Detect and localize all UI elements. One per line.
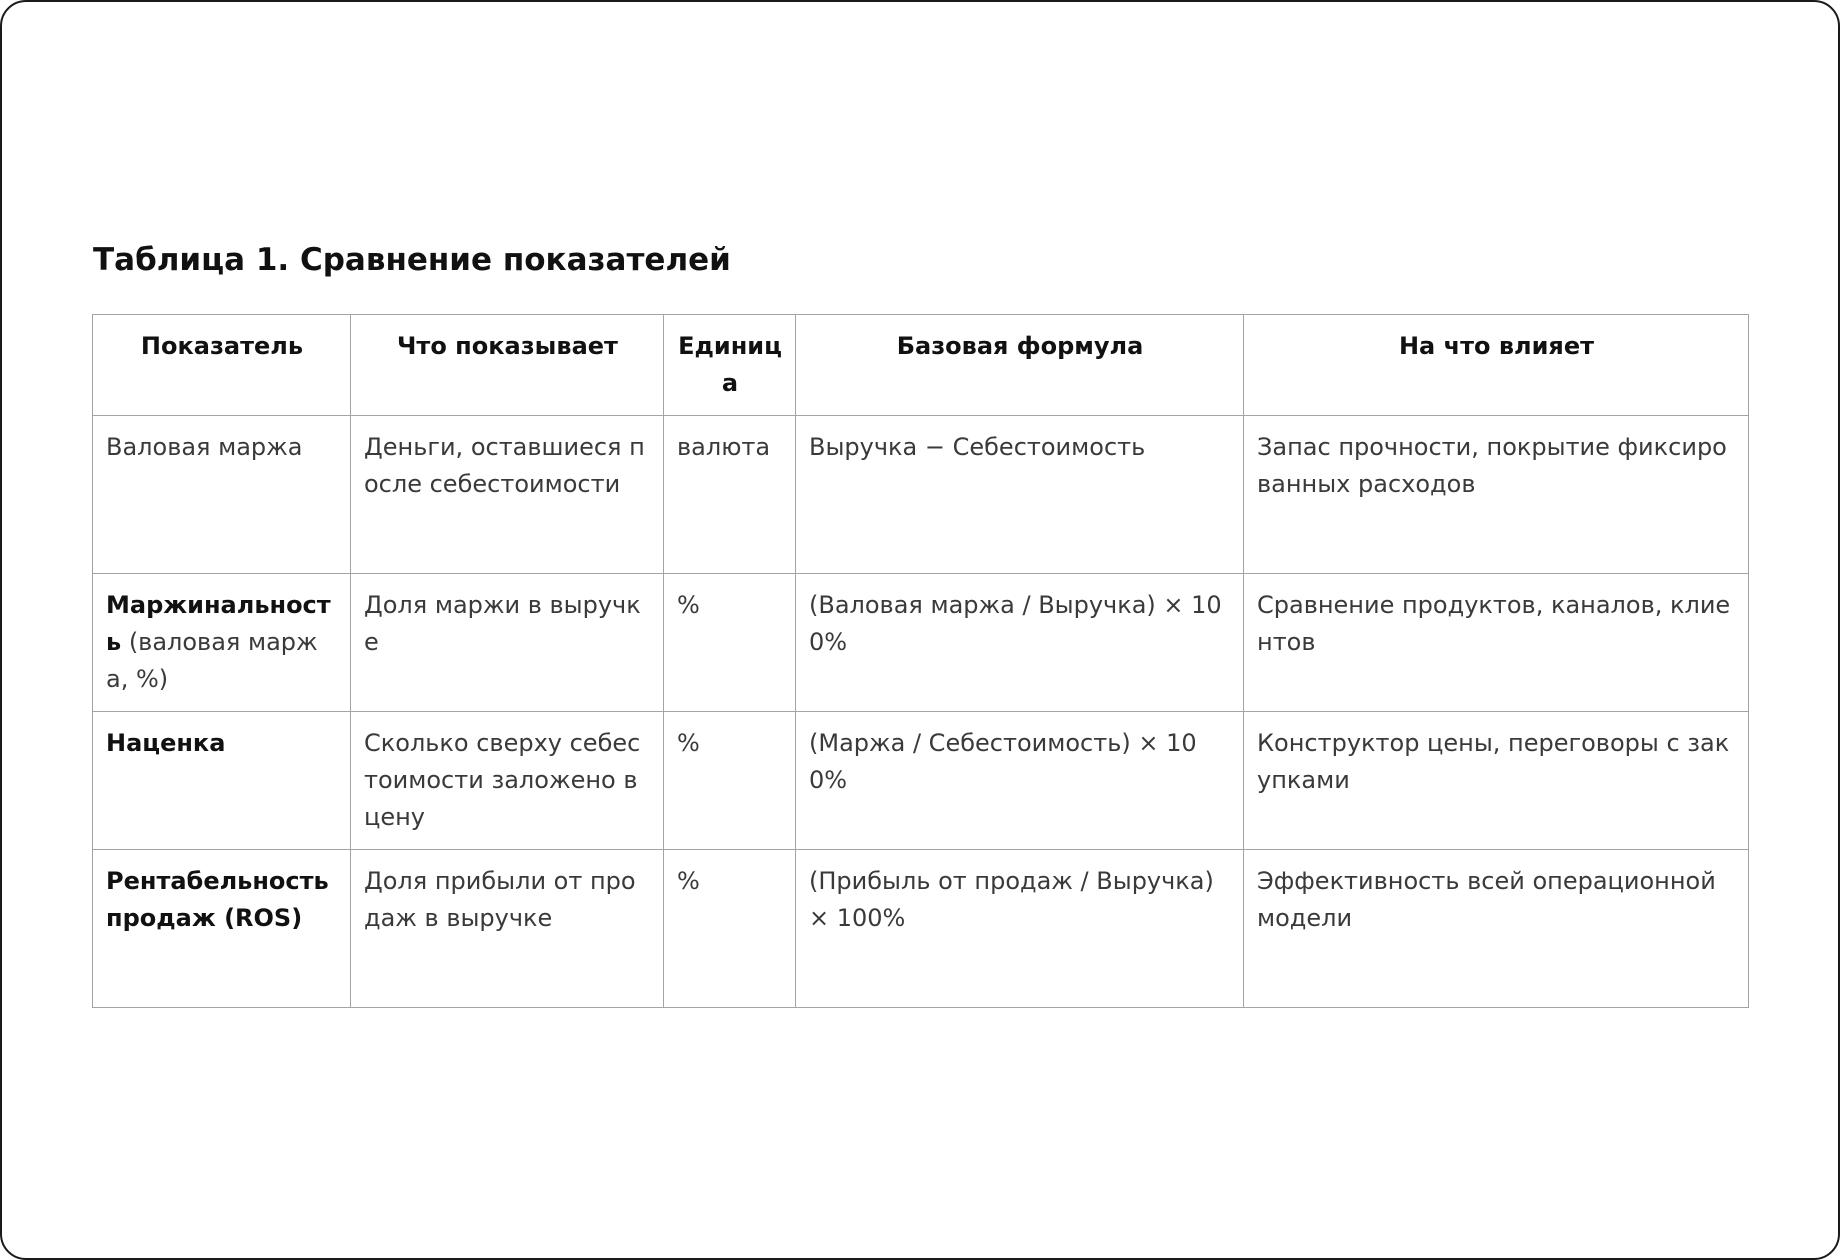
unit-cell: валюта bbox=[664, 416, 796, 574]
header-unit: Единица bbox=[664, 315, 796, 416]
metric-name: Маржинальность bbox=[106, 591, 331, 656]
table-row bbox=[93, 416, 1749, 574]
table-title: Таблица 1. Сравнение показателей bbox=[93, 242, 731, 278]
unit-cell: % bbox=[664, 574, 796, 712]
unit-cell: % bbox=[664, 712, 796, 850]
formula-cell: Выручка − Себестоимость bbox=[796, 416, 1244, 574]
shows-cell: Сколько сверху себестоимости заложено в цену bbox=[351, 712, 664, 850]
formula-cell: (Маржа / Себестоимость) × 100% bbox=[796, 712, 1244, 850]
table-row bbox=[93, 850, 1749, 1008]
metric-note: (валовая маржа, %) bbox=[106, 628, 318, 693]
header-formula: Базовая формула bbox=[796, 315, 1244, 416]
formula-cell: (Прибыль от продаж / Выручка) × 100% bbox=[796, 850, 1244, 1008]
header-impact: На что влияет bbox=[1244, 315, 1749, 416]
metric-cell bbox=[93, 712, 351, 850]
impact-cell: Сравнение продуктов, каналов, клиентов bbox=[1244, 574, 1749, 712]
metric-name: Наценка bbox=[106, 729, 226, 757]
comparison-table bbox=[92, 314, 1749, 1008]
unit-cell: % bbox=[664, 850, 796, 1008]
metric-name: Валовая маржа bbox=[106, 433, 303, 461]
impact-cell: Запас прочности, покрытие фиксированных расходов bbox=[1244, 416, 1749, 574]
shows-cell: Деньги, оставшиеся после себестоимости bbox=[351, 416, 664, 574]
impact-cell: Конструктор цены, переговоры с закупками bbox=[1244, 712, 1749, 850]
metric-name: Рентабельность продаж (ROS) bbox=[106, 867, 329, 932]
table-header-row bbox=[93, 315, 1749, 416]
metric-cell bbox=[93, 416, 351, 574]
shows-cell: Доля прибыли от продаж в выручке bbox=[351, 850, 664, 1008]
header-shows: Что показывает bbox=[351, 315, 664, 416]
header-metric: Показатель bbox=[93, 315, 351, 416]
formula-cell: (Валовая маржа / Выручка) × 100% bbox=[796, 574, 1244, 712]
table-row bbox=[93, 712, 1749, 850]
impact-cell: Эффективность всей операционной модели bbox=[1244, 850, 1749, 1008]
table-row bbox=[93, 574, 1749, 712]
metric-cell bbox=[93, 850, 351, 1008]
metric-cell bbox=[93, 574, 351, 712]
shows-cell: Доля маржи в выручке bbox=[351, 574, 664, 712]
